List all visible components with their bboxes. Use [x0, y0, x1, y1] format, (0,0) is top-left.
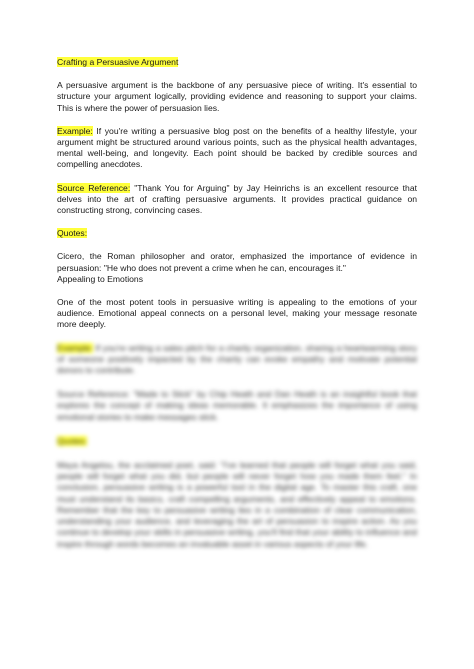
example-paragraph-2 [57, 343, 417, 377]
source-reference-text: "Thank You for Arguing" by Jay Heinrichs is an excellent resource that delves into the art of crafting persuasive arguments. It provides practical guidance on constructing strong, convincing cases. [57, 182, 417, 216]
example-label: Example: [57, 125, 93, 136]
source-reference-paragraph-2: Source Reference: "Made to Stick" by Chip Heath and Dan Heath is an insightful book that explores the concept of making ideas memorable. It emphasizes the importance of using emotional stories to make messages stick. [57, 389, 417, 422]
document-title [57, 57, 417, 68]
source-reference-label: Source Reference: [57, 182, 131, 193]
example-paragraph [57, 126, 417, 171]
example-label-2: Example: [57, 342, 93, 353]
section-heading-emotions: Appealing to Emotions [57, 273, 143, 284]
example-text-2: If you're writing a sales pitch for a charity organization, sharing a heartwarming story of someone positively impacted by the charity can evoke empathy and motivate potential donors to contribute. [57, 342, 417, 376]
blurred-preview-region [57, 343, 417, 550]
emotions-paragraph: One of the most potent tools in persuasive writing is appealing to the emotions of your audience. Emotional appeal connects on a personal level, making your message resonate more deeply. [57, 297, 417, 330]
closing-paragraph: Maya Angelou, the acclaimed poet, said: "I've learned that people will forget what you said, people will forget what you did, but people will never forget how you made them feel." In conclusion, persuasive writing is a powerful tool in the digital age. To master this craft, one must understand its basics, craft compelling arguments, and effectively appeal to emotions. Remember that the key to persuasive writing lies in a combination of clear communication, understanding your audience, and leveraging the art of persuasion to inspire action. As you continue to develop your skills in persuasive writing, you'll find that your ability to influence and inspire through words becomes an invaluable asset in various aspects of your life. [57, 460, 417, 549]
quotes-label: Quotes: [57, 228, 88, 239]
intro-paragraph: A persuasive argument is the backbone of any persuasive piece of writing. It's essential to structure your argument logically, providing evidence and reasoning to support your claims. This is where the power of persuasion lies. [57, 80, 417, 113]
example-text: If you're writing a persuasive blog post on the benefits of a healthy lifestyle, your argument might be structured around various points, such as the physical health advantages, mental well-being, and longevity. Each point should be backed by credible sources and compelling anecdotes. [57, 125, 417, 170]
cicero-quote-paragraph: Cicero, the Roman philosopher and orator, emphasized the importance of evidence in persuasion: "He who does not prevent a crime when he can, encourages it." [57, 251, 417, 273]
quotes-label-2: Quotes: [57, 435, 88, 446]
quotes-heading-2 [57, 436, 417, 447]
source-reference-paragraph [57, 183, 417, 217]
title-highlight: Crafting a Persuasive Argument [57, 57, 179, 67]
quotes-heading [57, 228, 417, 239]
